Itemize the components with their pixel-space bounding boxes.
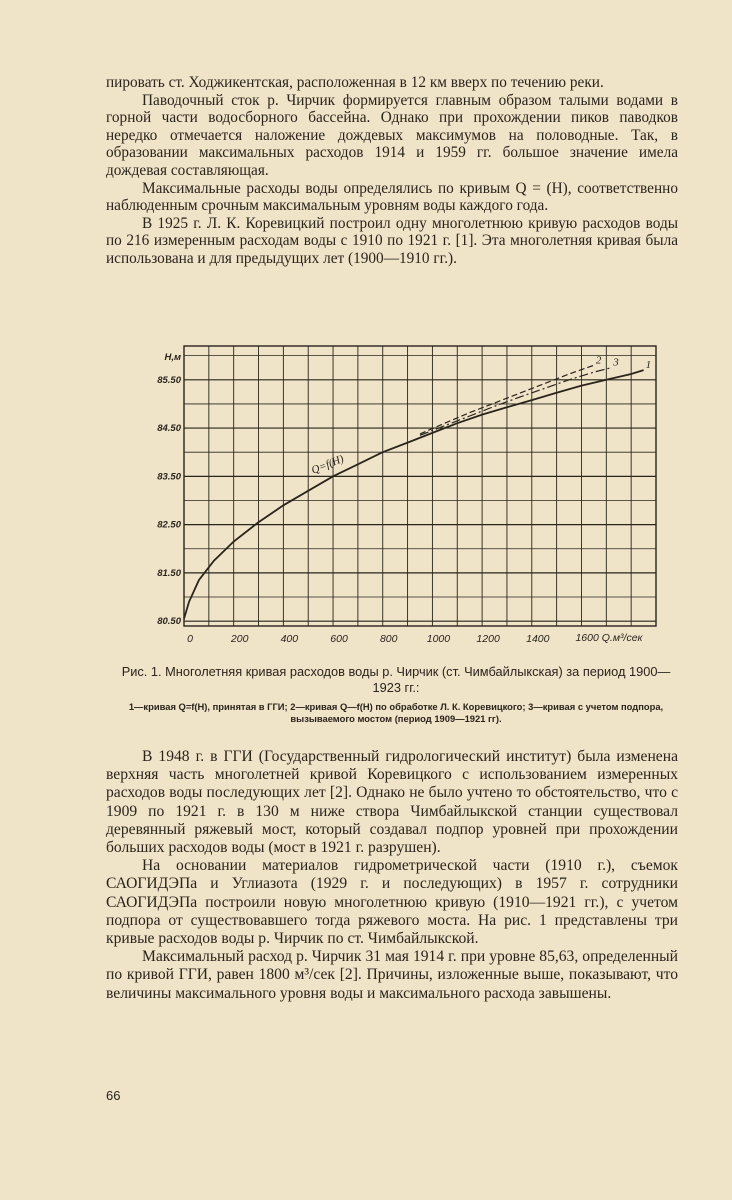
curve-label-3: 3 — [613, 356, 619, 369]
x-tick-label: 400 — [280, 633, 299, 645]
plot-frame — [184, 346, 656, 626]
figure-caption: Рис. 1. Многолетняя кривая расходов воды р. Чирчик (ст. Чимбайлыкская) за период 1900—1923 гг.: — [121, 664, 671, 695]
y-tick-label: 84.50 — [157, 423, 181, 435]
paragraph-6: На основании материалов гидрометрической части (1910 г.), съемок САОГИДЭПа и Углиазота (1929 г. и последующих) в 1957 г. сотрудники САОГИДЭПа построили новую многолетнюю кривую (1910—1921 гг.), с учетом подпора от существовавшего тогда ряжевого моста. На рис. 1 представлены три кривые расходов воды р. Чирчик по ст. Чимбайлыкской. — [106, 857, 678, 948]
curve-label-1: 1 — [645, 359, 652, 372]
y-tick-label: 80.50 — [157, 616, 181, 628]
y-tick-label: 83.50 — [157, 471, 181, 483]
x-tick-label: 600 — [330, 633, 348, 645]
y-tick-label: 82.50 — [157, 519, 181, 531]
x-tick-label: 1000 — [426, 633, 451, 645]
paragraph-5: В 1948 г. в ГГИ (Государственный гидрологический институт) была изменена верхняя часть многолетней кривой Коревицкого с использованием измеренных расходов воды последующих лет [2]. Однако не было учтено то обстоятельство, что с 1909 по 1921 г. в 130 м ниже створа Чимбайлыкской станции существовал деревянный ряжевый мост, который создавал подпор уровней при прохождении больших расходов воды (мост в 1921 г. разрушен). — [106, 748, 678, 857]
x-tick-label: 1200 — [476, 633, 500, 645]
rating-curve-chart — [150, 340, 670, 652]
text-block-top — [106, 74, 678, 268]
x-tick-label: 800 — [379, 633, 398, 645]
x-tick-label: 1400 — [526, 633, 550, 645]
paragraph-3: Максимальные расходы воды определялись по кривым Q = (H), соответственно наблюденным срочным максимальным уровням воды каждого года. — [106, 179, 678, 215]
x-axis-label: 1600 Q.м³/сек — [575, 632, 643, 644]
paragraph-7: Максимальный расход р. Чирчик 31 мая 1914 г. при уровне 85,63, определенный по кривой ГГИ, равен 1800 м³/сек [2]. Причины, изложенные выше, показывают, что величины максимального уровня воды и максимального расхода завышены. — [106, 948, 678, 1002]
rating-curve-figure — [150, 340, 670, 652]
y-tick-label: 85.50 — [157, 374, 181, 386]
x-tick-label: 200 — [230, 633, 249, 645]
text-block-bottom — [106, 748, 678, 1003]
y-axis-label: H,м — [164, 352, 181, 363]
x-tick-label: 0 — [187, 633, 193, 645]
paragraph-1: пировать ст. Ходжикентская, расположенная в 12 км вверх по течению реки. — [106, 74, 604, 91]
y-tick-label: 81.50 — [157, 567, 181, 579]
curve-3 — [420, 368, 611, 436]
curve-annotation: Q=f(H) — [309, 452, 346, 477]
curve-label-2: 2 — [595, 354, 602, 367]
figure-legend: 1—кривая Q=f(H), принятая в ГГИ; 2—кривая Q—f(H) по обработке Л. К. Коревицкого; 3—кривая с учетом подпора, вызываемого мостом (период 1909—1921 гг). — [128, 701, 664, 724]
paragraph-4: В 1925 г. Л. К. Коревицкий построил одну многолетнюю кривую расходов воды по 216 измеренным расходам воды с 1910 по 1921 г. [1]. Эта многолетняя кривая была использована и для предыдущих лет (1900—1910 гг.). — [106, 214, 678, 267]
page-number: 66 — [106, 1088, 121, 1103]
curve-1 — [184, 370, 644, 619]
paragraph-2: Паводочный сток р. Чирчик формируется главным образом талыми водами в горной части водосборного бассейна. Однако при прохождении пиков паводков нередко отмечается наложение дождевых максимумов на половодные. Так, в образовании максимальных расходов 1914 и 1959 гг. большое значение имела дождевая составляющая. — [106, 91, 678, 179]
